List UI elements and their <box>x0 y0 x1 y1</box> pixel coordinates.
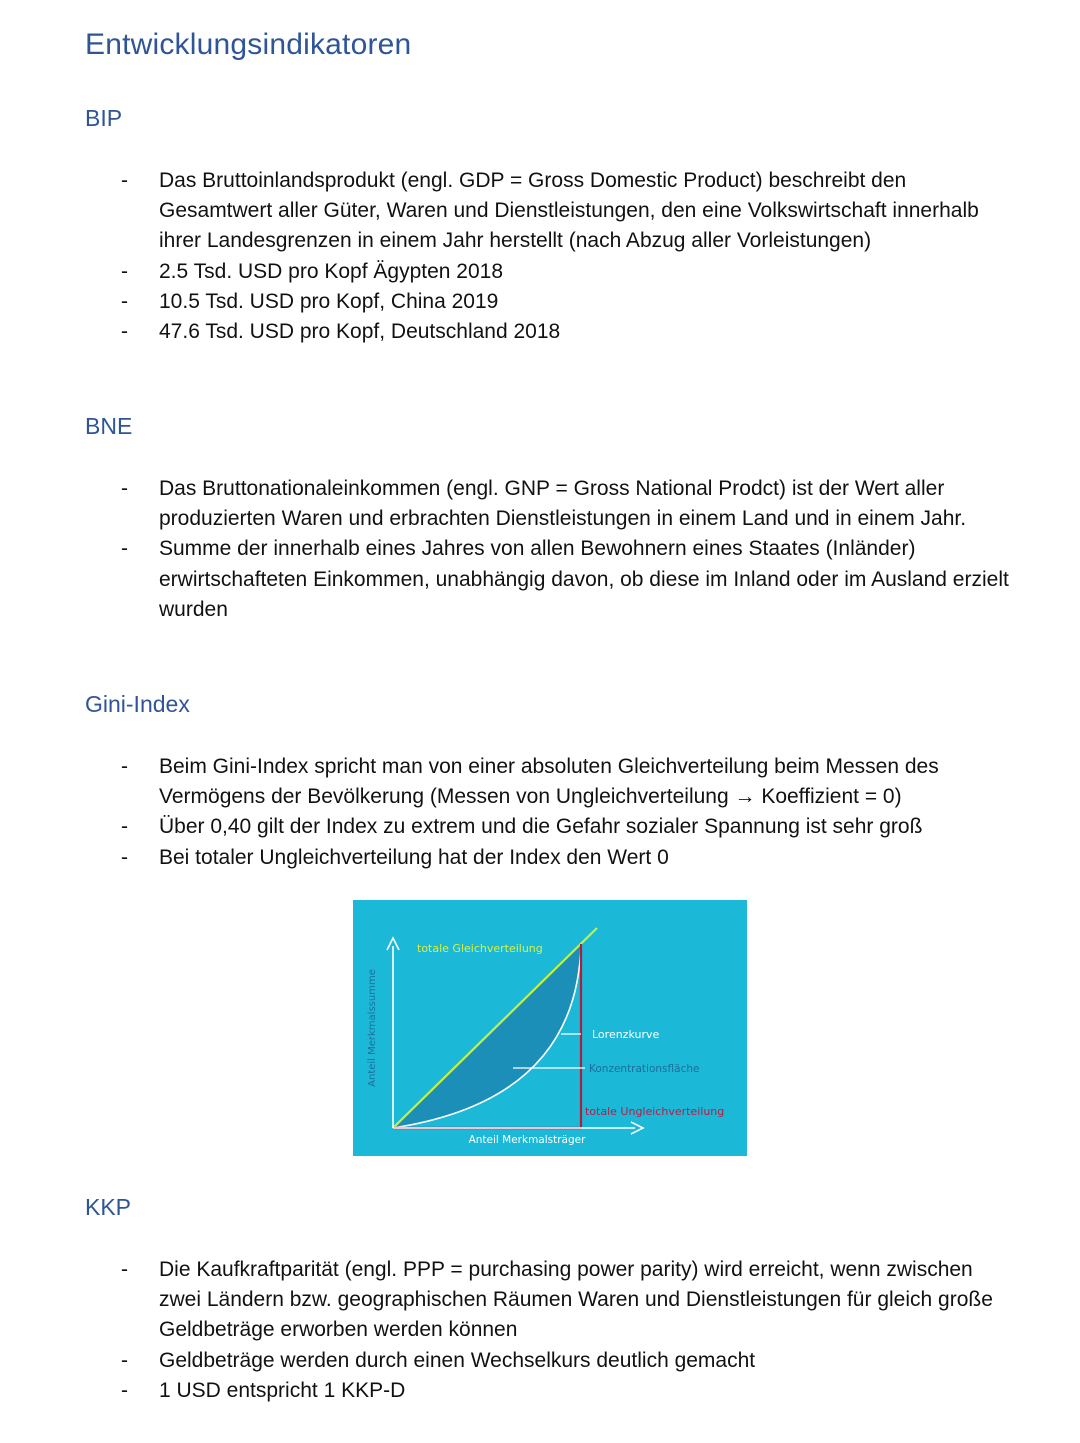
section-heading-kkp: KKP <box>85 1194 132 1220</box>
list-item: - Geldbeträge werden durch einen Wechselkurs deutlich gemacht <box>0 1346 1080 1376</box>
list-item: - 47.6 Tsd. USD pro Kopf, Deutschland 2018 <box>0 317 1080 347</box>
section-heading-bne: BNE <box>85 413 133 439</box>
list-item: - Über 0,40 gilt der Index zu extrem und die Gefahr sozialer Spannung ist sehr groß <box>0 812 1080 842</box>
concentration-area-label: Konzentrationsfläche <box>589 1063 700 1075</box>
list-item: - 1 USD entspricht 1 KKP-D <box>0 1376 1080 1406</box>
gini-list <box>0 752 1080 873</box>
list-item: - Das Bruttonationaleinkommen (engl. GNP = Gross National Prodct) ist der Wert aller produzierten Waren und erbrachten Dienstleistungen in einem Land und in einem Jahr. <box>0 474 1080 534</box>
bne-list <box>0 474 1080 625</box>
page-title: Entwicklungsindikatoren <box>85 28 412 61</box>
bip-list <box>0 166 1080 347</box>
lorenz-curve-label: Lorenzkurve <box>592 1028 660 1041</box>
list-item: - Die Kaufkraftparität (engl. PPP = purchasing power parity) wird erreicht, wenn zwischen zwei Ländern bzw. geographischen Räumen Waren und Dienstleistungen für gleich große Geldbeträge erworben werden können <box>0 1255 1080 1346</box>
list-item: - 2.5 Tsd. USD pro Kopf Ägypten 2018 <box>0 257 1080 287</box>
x-axis-label: Anteil Merkmalsträger <box>468 1134 586 1146</box>
kkp-list <box>0 1255 1080 1406</box>
section-heading-bip: BIP <box>85 105 123 131</box>
list-item: - Summe der innerhalb eines Jahres von allen Bewohnern eines Staates (Inländer) erwirtschafteten Einkommen, unabhängig davon, ob diese im Inland oder im Ausland erzielt wurden <box>0 534 1080 625</box>
list-item: - 10.5 Tsd. USD pro Kopf, China 2019 <box>0 287 1080 317</box>
equal-distribution-label: totale Gleichverteilung <box>417 942 543 955</box>
unequal-distribution-label: totale Ungleichverteilung <box>585 1105 725 1118</box>
y-axis-label: Anteil Merkmalssumme <box>367 969 378 1087</box>
lorenz-curve-diagram <box>353 900 747 1156</box>
list-item: - Das Bruttoinlandsprodukt (engl. GDP = Gross Domestic Product) beschreibt den Gesamtwert aller Güter, Waren und Dienstleistungen, den eine Volkswirtschaft innerhalb ihrer Landesgrenzen in einem Jahr herstellt (nach Abzug aller Vorleistungen) <box>0 166 1080 257</box>
list-item: - Bei totaler Ungleichverteilung hat der Index den Wert 0 <box>0 843 1080 873</box>
section-heading-gini: Gini-Index <box>85 691 190 717</box>
list-item: - Beim Gini-Index spricht man von einer absoluten Gleichverteilung beim Messen des Vermögens der Bevölkerung (Messen von Ungleichverteilung → Koeffizient = 0) <box>0 752 1080 812</box>
